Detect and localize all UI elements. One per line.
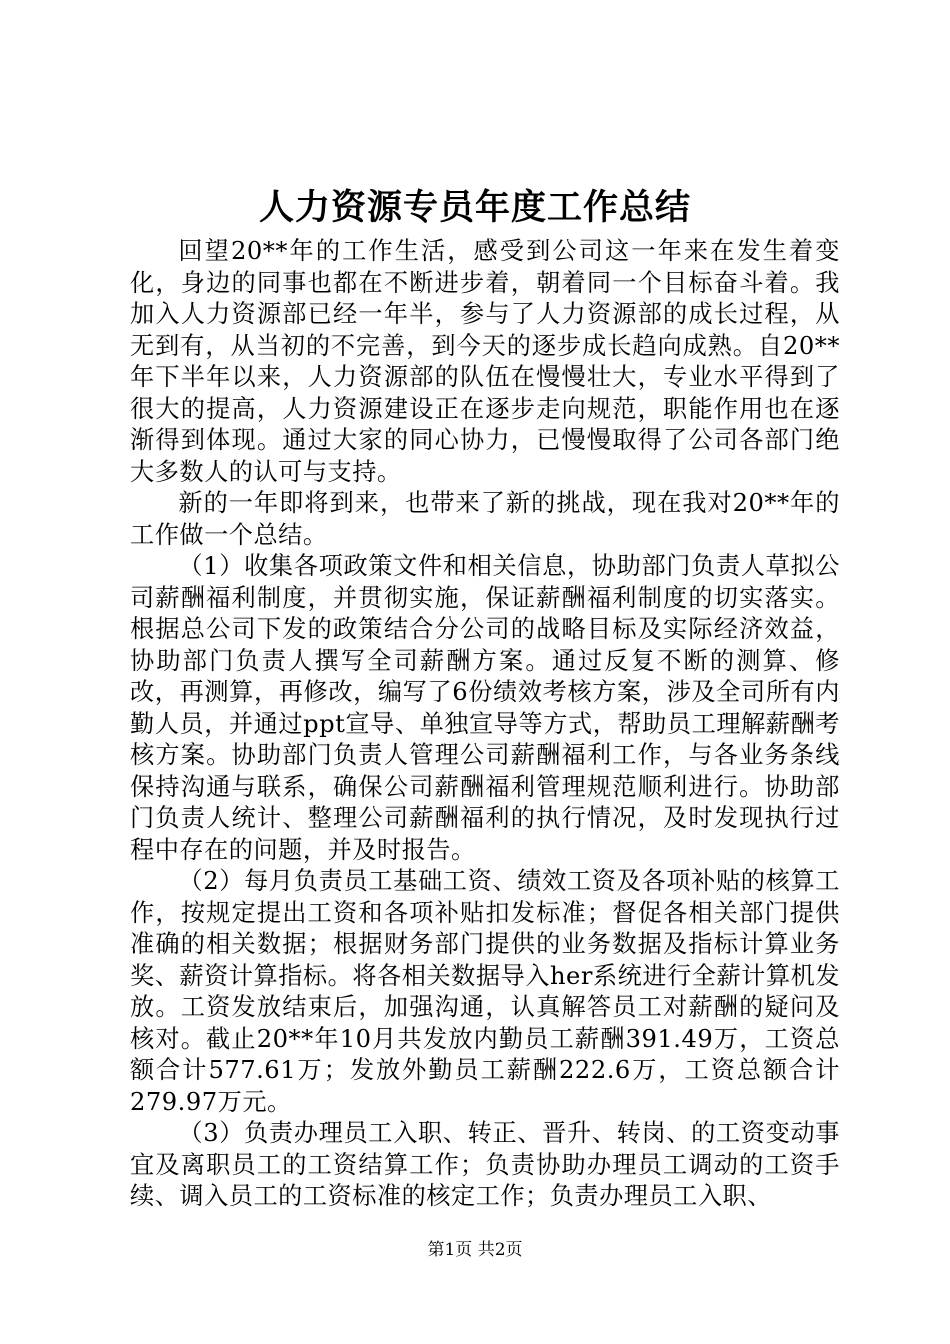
paragraph-item-2: （2）每月负责员工基础工资、绩效工资及各项补贴的核算工作，按规定提出工资和各项补贴扣发标准；督促各相关部门提供准确的相关数据；根据财务部门提供的业务数据及指标计算业务奖、薪资计算指标。将各相关数据导入her系统进行全薪计算机发放。工资发放结束后，加强沟通，认真解答员工对薪酬的疑问及核对。截止20**年10月共发放内勤员工薪酬391.49万，工资总额合计577.61万；发放外勤员工薪酬222.6万，工资总额合计279.97万元。 — [130, 867, 840, 1116]
document-title: 人力资源专员年度工作总结 — [258, 187, 691, 228]
document-body — [130, 236, 840, 1213]
paragraph-item-1: （1）收集各项政策文件和相关信息，协助部门负责人草拟公司薪酬福利制度，并贯彻实施，保证薪酬福利制度的切实落实。根据总公司下发的政策结合分公司的战略目标及实际经济效益，协助部门负责人撰写全司薪酬方案。通过反复不断的测算、修改，再测算，再修改，编写了6份绩效考核方案，涉及全司所有内勤人员，并通过ppt宣导、单独宣导等方式，帮助员工理解薪酬考核方案。协助部门负责人管理公司薪酬福利工作，与各业务条线保持沟通与联系，确保公司薪酬福利管理规范顺利进行。协助部门负责人统计、整理公司薪酬福利的执行情况，及时发现执行过程中存在的问题，并及时报告。 — [130, 552, 840, 864]
paragraph-intro: 回望20**年的工作生活，感受到公司这一年来在发生着变化，身边的同事也都在不断进步着，朝着同一个目标奋斗着。我加入人力资源部已经一年半，参与了人力资源部的成长过程，从无到有，从当初的不完善，到今天的逐步成长趋向成熟。自20**年下半年以来，人力资源部的队伍在慢慢壮大，专业水平得到了很大的提高，人力资源建设正在逐步走向规范，职能作用也在逐渐得到体现。通过大家的同心协力，已慢慢取得了公司各部门绝大多数人的认可与支持。 — [130, 237, 840, 486]
paragraph-summary-lead: 新的一年即将到来，也带来了新的挑战，现在我对20**年的工作做一个总结。 — [130, 489, 840, 549]
paragraph-item-3: （3）负责办理员工入职、转正、晋升、转岗、的工资变动事宜及离职员工的工资结算工作；负责协助办理员工调动的工资手续、调入员工的工资标准的核定工作；负责办理员工入职、 — [130, 1119, 840, 1210]
page-footer: 第1页 共2页 — [427, 1240, 523, 1260]
